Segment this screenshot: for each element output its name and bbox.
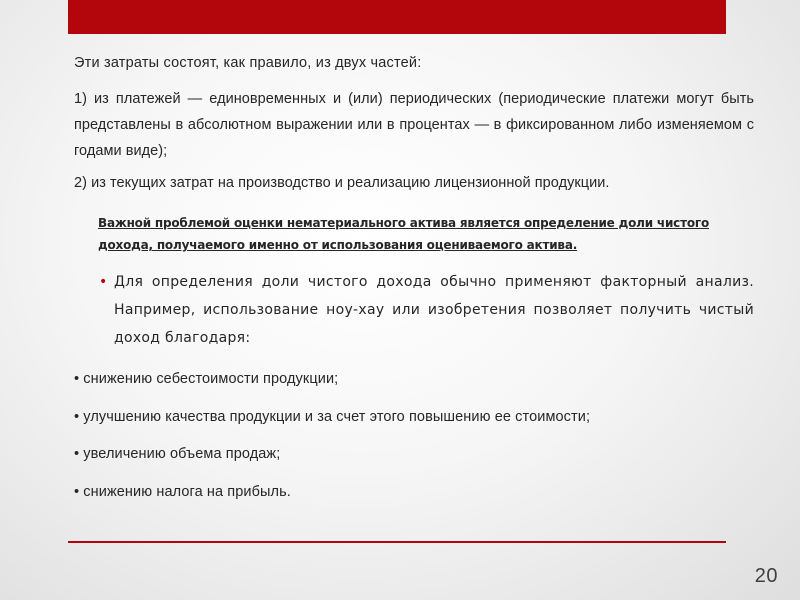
slide-content	[74, 52, 754, 518]
highlight-statement	[98, 212, 760, 256]
bullet-marker: •	[99, 274, 108, 290]
list-item: • снижению налога на прибыль.	[74, 483, 291, 500]
highlight-text: Важной проблемой оценки нематериального актива является определение доли чистого дохода, получаемого именно от использования оцениваемого актива.	[98, 216, 709, 252]
top-accent-bar	[68, 0, 726, 34]
intro-text: Эти затраты состоят, как правило, из двух частей:	[74, 55, 422, 71]
bottom-divider	[68, 541, 726, 543]
main-bullet-text: Для определения доли чистого дохода обычно применяют факторный анализ. Например, использование ноу-хау или изобретения позволяет получить чистый доход благодаря:	[114, 274, 754, 346]
list-item: • улучшению качества продукции и за счет этого повышению ее стоимости;	[74, 408, 591, 425]
paragraph-payments: 1) из платежей — единовременных и (или) периодических (периодические платежи могут быть представлены в абсолютном выражении или в процентах — в фиксированном либо изменяемом с годами виде);	[74, 91, 754, 159]
page-number: 20	[754, 565, 778, 587]
main-bullet	[99, 268, 754, 352]
list-item: • снижению себестоимости продукции;	[74, 371, 339, 387]
list-item: • увеличению объема продаж;	[74, 446, 281, 462]
paragraph-current-costs: 2) из текущих затрат на производство и реализацию лицензионной продукции.	[74, 175, 610, 191]
